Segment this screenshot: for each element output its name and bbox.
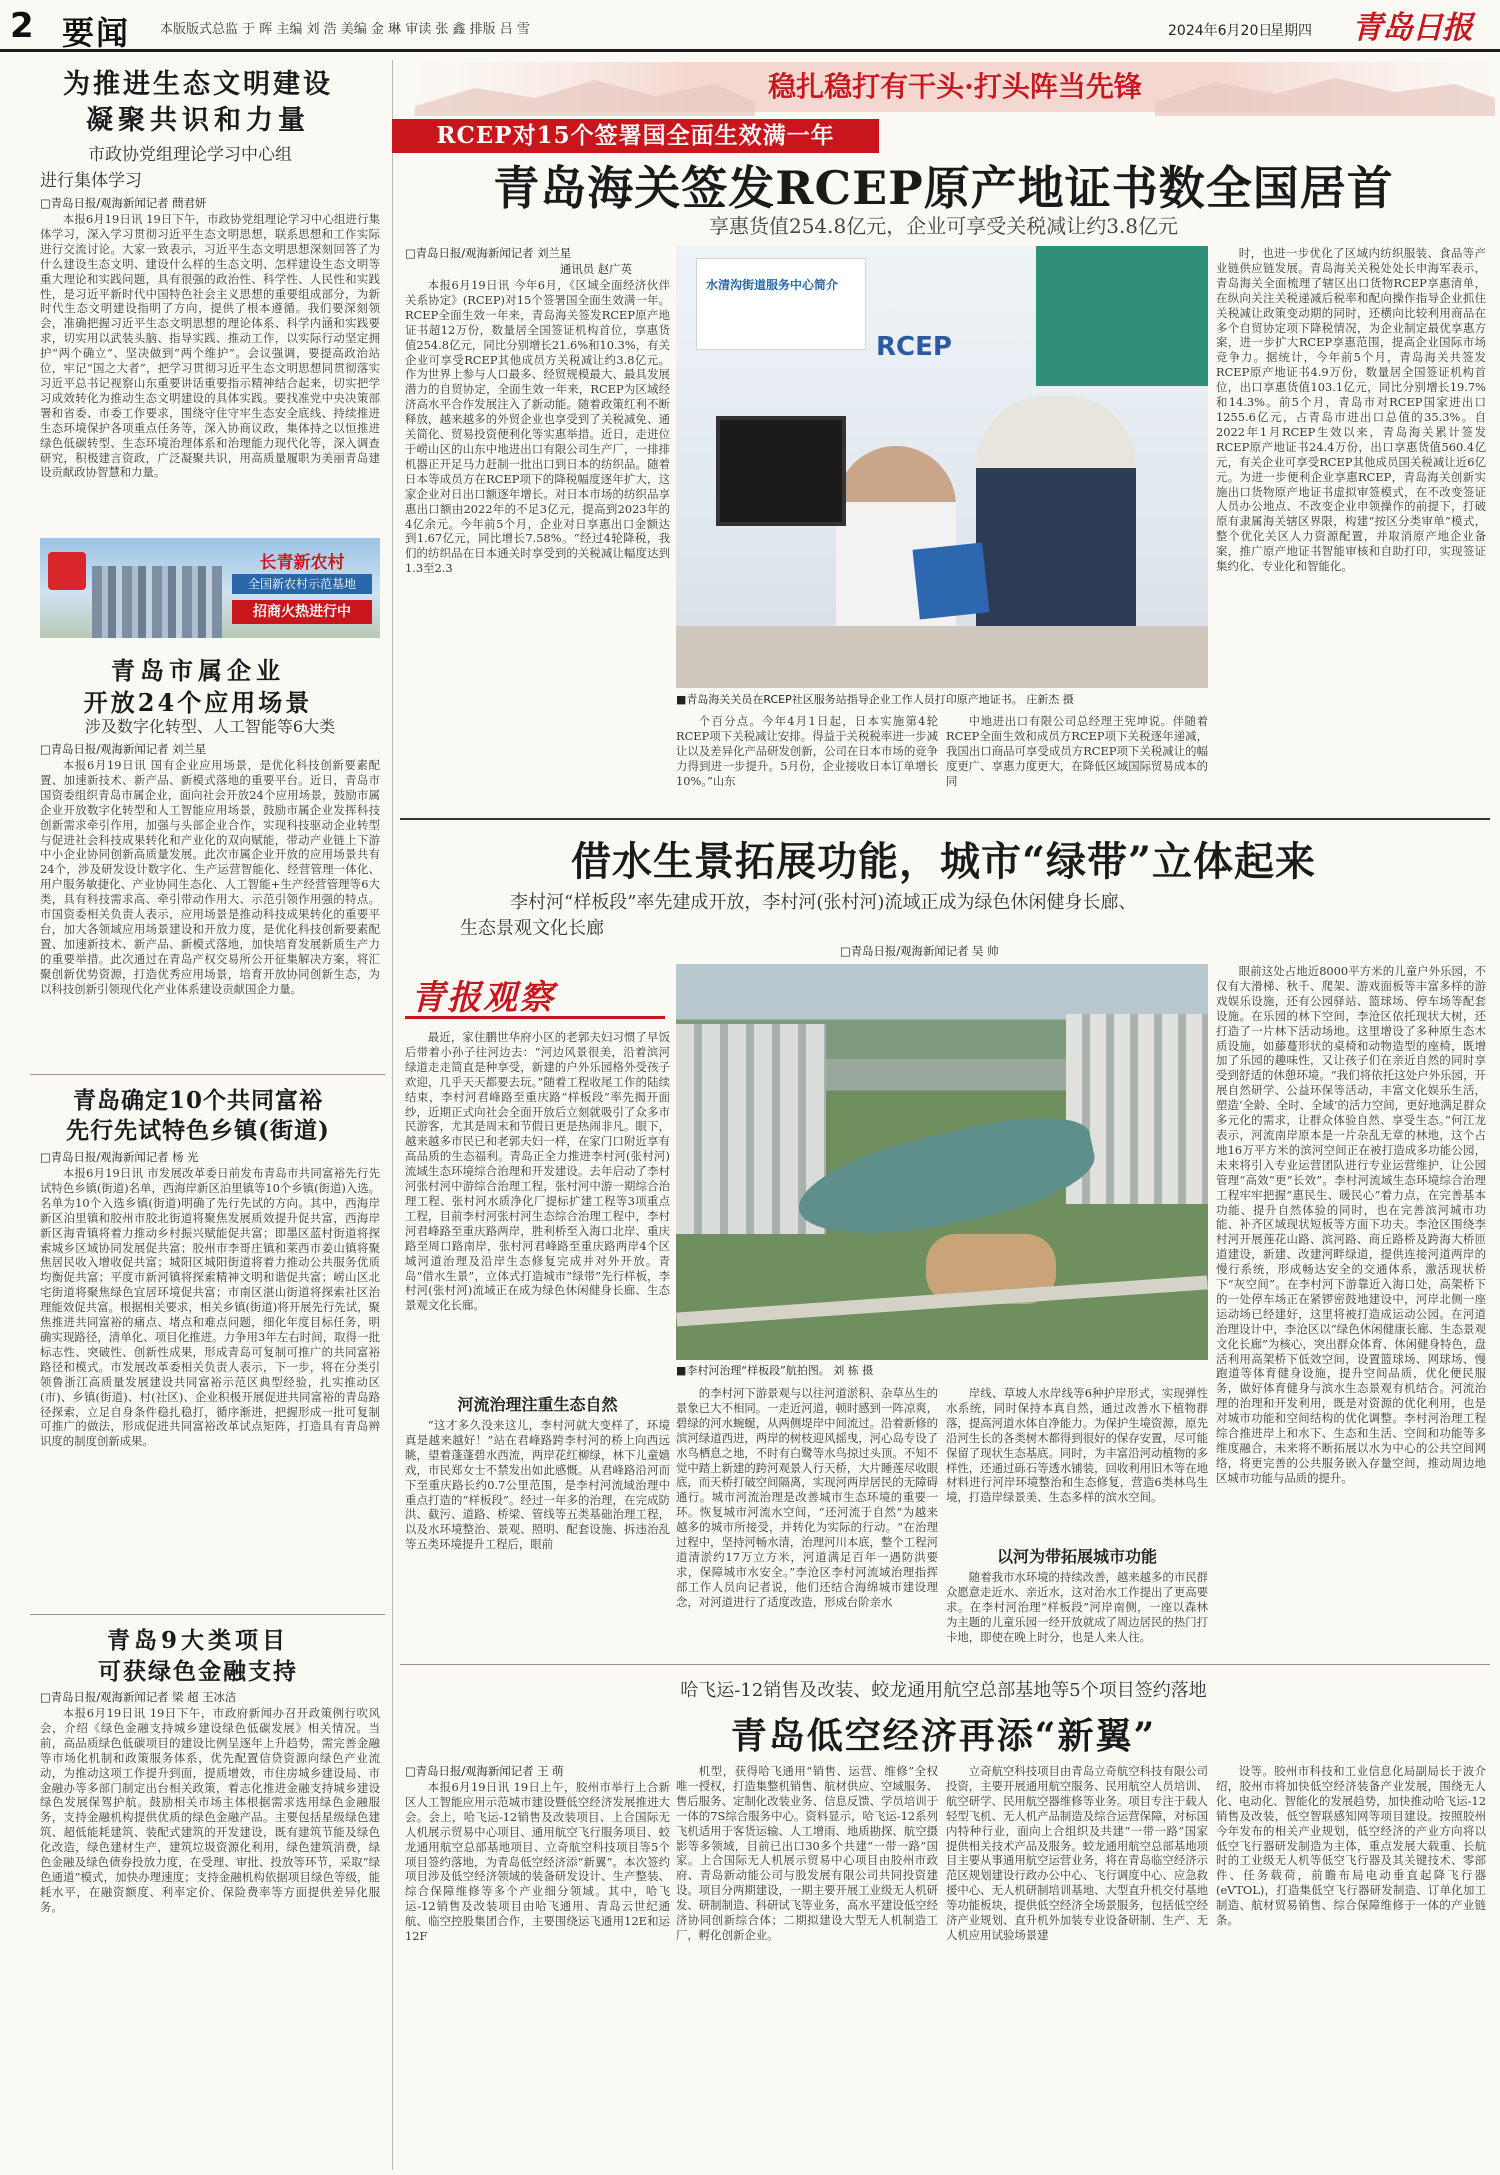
lead-headline: 青岛海关签发RCEP原产地证书数全国居首 bbox=[493, 161, 1394, 215]
editor-credits: 本版版式总监 于 晖 主编 刘 浩 美编 金 琳 审读 张 鑫 排版 吕 雪 bbox=[160, 22, 530, 37]
section-heading: 河流治理注重生态自然 bbox=[457, 1395, 618, 1414]
desk bbox=[676, 626, 1208, 688]
article-title: 开放24个应用场景 bbox=[83, 688, 313, 717]
article-body: 本报6月19日讯 国有企业应用场景，是优化科技创新要素配置、加速新技术、新产品、新模式落地的重要平台。近日，青岛市国资委组织青岛市属企业，面向社会开放24个应用场景，鼓励市属企业开放数字化转型和人工智能应用场景，鼓励市属企业发挥科技创新需求牵引作用，加强与头部企业合作，实现科技驱动企业转型与促进社会科技成果转化和产业化的双向赋能，带动产业链上下游中小企业协同创新高质量发展。此次市属企业开放的应用场景共有24个，涉及研发设计数字化、生产运营智能化、经营管理一体化、用户服务敏捷化、产业协同生态化、人工智能+生产经营管理等6大类，具有科技需求高、牵引带动作用大、示范引领作用强的特点。市国资委相关负责人表示，应用场景是推动科技成果转化的重要平台，加大各领域应用场景建设和开放力度，是优化科技创新要素配置、加速新技术、新产品、新模式落地，加快培育发展新质生产力的重要举措。此次通过在青岛产权交易所公开征集解决方案，将汇聚创新优势资源，打造优秀应用场景，培育开放协同创新生态，为以科技创新引领现代化产业体系建设贡献国企力量。 bbox=[40, 758, 380, 996]
article-subtitle: 进行集体学习 bbox=[40, 171, 142, 191]
article-body: 本报6月19日讯 今年6月，《区域全面经济伙伴关系协定》(RCEP)对15个签署国全面生效满一年。RCEP全面生效一年来，青岛海关签发RCEP原产地证书超12万份，数量居全国签证机构首位，享惠货值254.8亿元，同比分别增长21.6%和10.3%，有关企业可享受RCEP其他成员方关税减让约3.8亿元。作为世界上参与人口最多、经贸规模最大、最具发展潜力的自贸协定，全面生效一年来，RCEP为区域经济高水平合作发展注入了新动能。随着政策红利不断释放，越来越多的外贸企业也享受到了关税减免、通关简化、贸易投资便利化等实惠举措。近日，走进位于崂山区的山东中地进出口有限公司生产厂，一排排机器正开足马力赶制一批出口到日本的纺织品。随着日本等成员方在RCEP项下的降税幅度逐年扩大，这家企业对日出口额逐年增长。对日本市场的纺织品享惠出口额由2022年的不足3亿元，提高到2023年的4亿余元。今年前5个月，企业对日享惠出口金额达到1.67亿元，同比增长7.58%。“经过4轮降税，我们的纺织品在日本通关时享受到的关税减让幅度达到1.3至2.3 bbox=[405, 278, 670, 576]
article-body: 机型，获得哈飞通用“销售、运营、维修”全权唯一授权，打造集整机销售、航材供应、空域服务、售后服务、定制化改装业务、信息反馈、学员培训于一体的7S综合服务中心。资料显示，哈飞运-12系列飞机适用于客货运输、人工增雨、地质勘探、航空摄影等多领域，目前已出口30多个共建“一带一路”国家。上合国际无人机展示贸易中心项目由胶州市政府、青岛新动能公司与股发展有限公司共同投资建设。项目分两期建设，一期主要开展工业级无人机研发、研制制造、科研试飞等业务，高水平建设低空经济协同创新综合体；二期拟建设大型无人机制造工厂，孵化创新企业。 bbox=[676, 1764, 938, 1942]
lead-subtitle: 享惠货值254.8亿元，企业可享受关税减让约3.8亿元 bbox=[708, 214, 1179, 238]
article-title: 为推进生态文明建设 bbox=[63, 69, 333, 100]
article-body: 最近，家住鹏世华府小区的老郭夫妇习惯了早饭后带着小孙子往河边去：“河边风景很美，沿着滨河绿道走走简直是种享受，新建的户外乐园格外受孩子欢迎，几乎天天都要去玩。”随着工程收尾工作的陆续结束，李村河君峰路至重庆路“样板段”率先揭开面纱，近期正式向社会全面开放后立刻就吸引了众多市民游客，尤其是周末和节假日更是热闹非凡。眼下，越来越多市民已和老郭夫妇一样，在家门口附近享有高品质的生态福利。青岛正全力推进李村河(张村河)流域生态环境综合治理和开发建设。去年启动了李村河张村河中游综合治理工程，张村河中游一期综合治理工程、张村河水质净化厂提标扩建工程等3项重点工程，目前李村河张村河生态综合治理工程中，李村河君峰路至重庆路两岸，胜利桥至入海口北岸、重庆路至周口路南岸，张村河君峰路至重庆路两岸4个区域河道治理及沿岸生态修复完成并对外开放。青岛“借水生景”，立体式打造城市“绿带”先行样板，李村河(张村河)流域正在成为绿色休闲健身长廊、生态景观文化长廊。 bbox=[405, 1030, 670, 1313]
ad-skyline-image bbox=[92, 566, 222, 638]
ad-line: 全国新农村示范基地 bbox=[232, 574, 372, 594]
photo-caption: ■李村河治理“样板段”航拍图。 刘 栋 摄 bbox=[676, 1364, 874, 1377]
wall-sign: 水清沟街道服务中心简介 bbox=[706, 278, 839, 292]
article-body: 眼前这处占地近8000平方米的儿童户外乐园，不仅有大滑梯、秋千、爬架、游戏面板等丰富多样的游戏娱乐设施，还有公园驿站、篮球场、停车场等配套设施。在乐园的林下空间，李沧区依托现状大树，还打造了一片林下活动场地。这里增设了多种原生态木质设施，如藤蔓形状的桌椅和动物造型的座椅，既增加了乐园的趣味性，又让孩子们在亲近自然的同时享受到舒适的休憩环境。“我们将依托这处户外乐园，开展自然研学、公益环保等活动，丰富文化娱乐生活，塑造‘全龄、全时、全域’的活力空间，更好地满足群众多元化的需求，让群众体验自然、享受生态。”何江龙表示，河流南岸原本是一片杂乱无章的林地，这个占地16万平方米的滨河空间正在被打造成多功能公园，未来将引入专业运营团队进行专业运营维护，让公园管理“高效”更“长效”。李村河流域生态环境综合治理工程牢牢把握“惠民生、暖民心”着力点，在完善基本功能、提升自然体验的同时，也在完善滨河城市功能、补齐区域现状短板等方面下功夫。李沧区围绕李村河开展莲花山路、滨河路、商丘路桥及跨海大桥匝道建设，新建、改建河畔绿道，提供连接河道两岸的慢行系统，形成畅达安全的交通体系，激活现状桥下“灰空间”。在李村河下游靠近入海口处，高架桥下的一处停车场正在紧锣密鼓地建设中，河岸北侧一座运动场已经建好，这里将被打造成运动公园。在河道治理设计中，李沧区以“绿色休闲健康长廊、生态景观文化长廊”为核心，突出群众体育、休闲健身特色，盘活利用高架桥下低效空间，设置篮球场、网球场、慢跑道等体育健身设施，提升空间品质，优化便民服务，做好体育健身与滨水生态景观有机结合。河流治理的治理和开发利用，既是对资源的优化利用，也是对城市功能和空间结构的优化调整。李村河治理工程综合推进岸上和水下、生态和生活、空间和功能等多维度融合，未来将不断拓展以水为中心的公共空间网络，将更完善的公共服务嵌入存量空间，推动周边地区城市功能与品质的提升。 bbox=[1216, 964, 1486, 1485]
article-title: 先行先试特色乡镇(街道) bbox=[66, 1117, 330, 1144]
aerial-photo bbox=[676, 964, 1208, 1360]
byline: 通讯员 赵广英 bbox=[560, 262, 632, 276]
byline: □青岛日报/观海新闻记者 刘兰星 bbox=[405, 246, 572, 260]
article-body: 时，也进一步优化了区域内纺织服装、食品等产业链供应链发展。青岛海关关税处处长申海军表示，青岛海关全面梳理了辖区出口货物RCEP享惠清单，在纵向关注关税递减后税率和配向操作指导企业抓住关税减让政策变动期的同时，还横向比较利用商品在多个自贸协定项下降税情况，为企业制定最优享惠方案，进一步扩大RCEP享惠范围，提高企业国际市场竞争力。据统计，今年前5个月，青岛海关共签发RCEP原产地证书4.9万份，数量居全国签证机构首位，出口享惠货值103.1亿元，同比分别增长19.7%和14.3%。前5个月，青岛市对RCEP国家进出口1255.6亿元，占青岛市进出口总值的35.3%。自2022年1月RCEP生效以来，青岛海关累计签发RCEP原产地证书24.4万份，出口享惠货值560.4亿元，有关企业可享受RCEP其他成员国关税减让近6亿元。为进一步便利企业享惠RCEP，青岛海关创新实施出口货物原产地证书虚拟审签模式，在不改变签证人员办公地点、不改变企业申领操作的前提下，打破原有隶属海关辖区界限，构建“按区分类审单”模式，整个优化关区人力资源配置，并取消原产地企业备案，推广原产地证书智能审核和自助打印，实现签证集约化、专业化和智能化。 bbox=[1216, 246, 1486, 574]
lead-photo bbox=[676, 246, 1208, 688]
article-body: 中地进出口有限公司总经理王宪坤说。伴随着RCEP全面生效和成员方RCEP项下关税逐年递减，我国出口商品可享受成员方RCEP项下关税减让的幅度更广、享惠力度更大，在降低区域国际贸易成本的同 bbox=[946, 714, 1208, 788]
article-body: 立奇航空科技项目由青岛立奇航空科技有限公司投资，主要开展通用航空服务、民用航空人员培训、航空研学、民用航空器维修等业务。项目专注于载人轻型飞机、无人机产品制造及综合运营保障，对标国内特种行业，面向上合组织及共建“一带一路”国家提供相关技术产品及服务。蛟龙通用航空总部基地项目主要从事通用航空运营业务，将在青岛临空经济示范区规划建设行政办公中心、飞行调度中心、应急救援中心、无人机研制培训基地、大型直升机交付基地等功能板块，提供低空经济全场景服务，包括低空经济产业规划、直升机外加装专业设备研制、生产、无人机应用试验场景建 bbox=[946, 1764, 1208, 1942]
campaign-banner bbox=[415, 58, 1495, 116]
article-body: 个百分点。今年4月1日起，日本实施第4轮RCEP项下关税减让安排。得益于关税税率进一步减让以及差异化产品研发创新，公司在日本市场的竞争力得到进一步提升。5月份，企业接收日本订单增长10%。”山东 bbox=[676, 714, 938, 788]
section-divider bbox=[400, 1664, 1490, 1665]
section-divider bbox=[30, 1614, 385, 1615]
article-title: 青岛9大类项目 bbox=[106, 1627, 289, 1654]
article-headline: 青岛低空经济再添“新翼” bbox=[730, 1715, 1157, 1757]
section-divider bbox=[400, 818, 1490, 820]
article-body: 随着我市水环境的持续改善，越来越多的市民群众愿意走近水、亲近水，这对治水工作提出了更高要求。在李村河治理“样板段”河岸南侧，一座以森林为主题的儿童乐园一经开放就成了周边居民的热门打卡地，即使在晚上时分，也是人来人往。 bbox=[946, 1570, 1208, 1644]
page-name: 要闻 bbox=[62, 14, 131, 52]
article-title: 凝聚共识和力量 bbox=[86, 105, 310, 136]
lead-kicker: RCEP对15个签署国全面生效满一年 bbox=[392, 119, 879, 153]
photo-caption: ■青岛海关关员在RCEP社区服务站指导企业工作人员打印原产地证书。 庄新杰 摄 bbox=[676, 693, 1074, 706]
article-title: 青岛市属企业 bbox=[111, 656, 285, 685]
article-body: 的李村河下游景观与以往河道淤积、杂草丛生的景象已大不相同。一走近河道，顿时感到一阵凉爽，碧绿的河水蜿蜒，从两侧堤岸中间流过。沿着新修的滨河绿道西进，两岸的树枝迎风摇曳，河心岛专设了水鸟栖息之地，不时有白鹭等水鸟掠过头顶。不知不觉中踏上新建的跨河观景人行天桥，大片睡莲尽收眼底，而天桥打破空间隔离，实现河两岸居民的无障碍通行。城市河流治理是改善城市生态环境的重要一环。恢复城市河流水空间，“还河流于自然”为越来越多的城市所接受，并转化为实际的行动。“在治理过程中，坚持河畅水清，治理河川本底，整个工程河道清淤约17万立方米，河道满足百年一遇防洪要求，保障城市水安全。”李沧区李村河流域治理指挥部工作人员向记者说，他们还结合海绵城市建设理念，对河道进行了适度改造，形成台阶亲水 bbox=[676, 1386, 938, 1609]
article-body: 本报6月19日讯 市发展改革委日前发布青岛市共同富裕先行先试特色乡镇(街道)名单，西海岸新区泊里镇等10个乡镇(街道)入选。名单为10个入选乡镇(街道)明确了先行先试的方向。其中，西海岸新区泊里镇和胶州市胶北街道将聚焦发展质效提升促共富，西海岸新区海青镇将着力推动乡村振兴赋能促共富；即墨区蓝村街道将探索城乡区域协同发展促共富；胶州市李哥庄镇和莱西市姜山镇将聚焦居民收入增收促共富；城阳区城阳街道将着力推动公共服务优质均衡促共富；平度市新河镇将探索精神文明和谐促共富；崂山区北宅街道将聚焦绿色宜居环境促共富；市南区湛山街道将探索社区治理能效促共富。根据相关要求，相关乡镇(街道)将开展先行先试，聚焦推进共同富裕的痛点、堵点和难点问题，细化年度目标任务，明确实现路径，清单化、项目化推进。力争用3年左右时间，取得一批标志性、突破性、创新性成果，形成青岛可复制可推广的共同富裕路径和模式。市发展改革委相关负责人表示，下一步，将在分类引领鲁浙江高质量发展建设共同富裕示范区典型经验，扎实推动区(市)、乡镇(街道)、村(社区)、企业积极开展促进共同富裕的青岛路径探索，立足自身条件稳扎稳打，循序渐进，把握形成一批可复制可推广的做法，形成促进共同富裕改革试点矩阵，打造具有青岛辨识度的制度创新成果。 bbox=[40, 1166, 380, 1449]
byline: □青岛日报/观海新闻记者 梁 超 王冰洁 bbox=[40, 1690, 237, 1704]
river bbox=[790, 1104, 1102, 1254]
column-divider bbox=[392, 60, 393, 2170]
byline: □青岛日报/观海新闻记者 王 萌 bbox=[405, 1764, 564, 1778]
masthead-logo: 青岛日报 bbox=[1352, 10, 1472, 46]
rcep-sign: RCEP bbox=[876, 332, 952, 362]
page-header bbox=[0, 0, 1500, 52]
buildings-right bbox=[1066, 1014, 1208, 1204]
section-heading: 以河为带拓展城市功能 bbox=[996, 1547, 1157, 1566]
article-subtitle: 市政协党组理论学习中心组 bbox=[88, 145, 292, 165]
article-subtitle: 涉及数字化转型、人工智能等6大类 bbox=[84, 717, 336, 736]
person-officer bbox=[976, 396, 1136, 636]
green-wall-panel bbox=[1036, 246, 1208, 386]
issue-weekday: 星期四 bbox=[1270, 23, 1312, 39]
article-body: 本报6月19日讯 19日上午，胶州市举行上合新区人工智能应用示范城市建设暨低空经济发展推进大会。会上，哈飞运-12销售及改装项目、上合国际无人机展示贸易中心项目、通用航空飞行服务项目、蛟龙通用航空总部基地项目、立奇航空科技项目等5个项目签约落地，为青岛低空经济添“新翼”。本次签约项目涉及低空经济领域的装备研发设计、生产整装、综合保障维修等多个产业细分领域。其中，哈飞运-12销售及改装项目由哈飞通用、青岛云世纪通航、临空控股集团合作，主要围绕运飞通用12E和运12F bbox=[405, 1780, 670, 1944]
monitor bbox=[716, 416, 846, 526]
article-subtitle: 生态景观文化长廊 bbox=[460, 918, 604, 939]
article-headline: 借水生景拓展功能，城市“绿带”立体起来 bbox=[570, 838, 1316, 885]
column-logo-text: 青报观察 bbox=[411, 978, 555, 1018]
column-logo bbox=[405, 964, 665, 1026]
article-subtitle: 哈飞运-12销售及改装、蛟龙通用航空总部基地等5个项目签约落地 bbox=[680, 1680, 1207, 1701]
ad-line: 长青新农村 bbox=[259, 553, 345, 573]
article-body: 岸线、草坡人水岸线等6种护岸形式，实现弹性水系统，同时保持本真自然，通过改善水下植物群落，提高河道水体自净能力。为保护生境资源，原先沿河生长的各类树木都得到很好的保存安置，尽可能保留了现状生态基底。同时，为丰富沿河动植物的多样性，还通过砾石等透水铺装，回收利用旧木等在地材料进行河岸环境整治和生态修复，营造6类林鸟生境，打造岸绿景美、生态多样的滨水空间。 bbox=[946, 1386, 1208, 1505]
article-title: 青岛确定10个共同富裕 bbox=[72, 1087, 323, 1114]
page-number: 2 bbox=[10, 6, 34, 46]
article-body: “这才多久没来这儿，李村河就大变样了，环境真是越来越好！”站在君峰路跨李村河的桥上向西远眺，望着蓬蓬碧水西流，两岸花红柳绿，林下儿童嬉戏，市民郑女士不禁发出如此感慨。从君峰路沿河而下至重庆路长约0.7公里范围，是李村河流域治理中重点打造的“样板段”。经过一年多的治理，在完成防洪、截污、道路、桥梁、管线等五类基础治理工程，以及水环境整治、景观、照明、配套设施、拆违治乱等五类环境提升工程后，眼前 bbox=[405, 1418, 670, 1552]
article-body: 设等。胶州市科技和工业信息化局副局长于波介绍，胶州市将加快低空经济装备产业发展，围绕无人化、电动化、智能化的发展趋势，加快推动哈飞运-12销售及改装，低空智联感知网等项目建设。按照胶州今年发布的相关产业规划，低空经济的产业方向将以低空飞行器研发制造为主体，重点发展大载重、长航时的工业级无人机等低空飞行器及其关键技术、零部件、任务载荷，前瞻布局电动垂直起降飞行器(eVTOL)，打造集低空飞行器研发制造、订单化加工制造、航材贸易销售、综合保障维修于一体的产业链条。 bbox=[1216, 1764, 1486, 1928]
advertisement bbox=[40, 538, 380, 638]
article-body: 本报6月19日讯 19日下午，市政协党组理论学习中心组进行集体学习，深入学习贯彻习近平生态文明思想，联系思想和工作实际进行交流讨论。大家一致表示，习近平生态文明思想深刻回答了为什么建设生态文明、建设什么样的生态文明、怎样建设生态文明等重大理论和实践问题，具有很强的政治性、科学性、人民性和实践性，是习近平新时代中国特色社会主义思想的重要组成部分，为新时代生态文明建设指明了方向，提供了根本遵循。我们要深刻领会，准确把握习近平生态文明思想的理论体系、科学内涵和实践要求，切实用以武装头脑、指导实践、推动工作，以实际行动坚定拥护“两个确立”、坚决做到“两个维护”。会议强调，要提高政治站位，牢记“国之大者”，把学习贯彻习近平生态文明思想同贯彻落实习近平总书记视察山东重要讲话重要指示精神结合起来，切实把学习成效转化为推动生态文明建设的具体实践。要找准党中央决策部署和省委、市委工作要求，围绕守住守牢生态安全底线、持续推进生态环境保护各项重点任务等，深入协商议政，集体持之以恒推进绿色低碳转型、生态环境治理体系和治理能力现代化等，深入调查研究，积极建言资政，广泛凝聚共识，用高质量履职为美丽青岛建设贡献政协智慧和力量。 bbox=[40, 212, 380, 480]
article-subtitle: 李村河“样板段”率先建成开放，李村河(张村河)流域正成为绿色休闲健身长廊、 bbox=[510, 892, 1137, 913]
byline: □青岛日报/观海新闻记者 杨 光 bbox=[40, 1150, 199, 1164]
banner-text: 稳扎稳打有干头·打头阵当先锋 bbox=[768, 70, 1142, 103]
ad-line: 招商火热进行中 bbox=[232, 600, 372, 624]
ad-logo-icon bbox=[48, 552, 86, 590]
byline: □青岛日报/观海新闻记者 刘兰星 bbox=[40, 742, 207, 756]
byline: □青岛日报/观海新闻记者 蔄君妍 bbox=[40, 196, 207, 210]
article-body: 本报6月19日讯 19日下午，市政府新闻办召开政策例行吹风会，介绍《绿色金融支持城乡建设绿色低碳发展》相关情况。当前，高品质绿色低碳项目的建设比例呈逐年上升趋势，需完善金融等市场化机制和政策服务体系，优先配置信贷资源向绿色产业流动，为推动这项工作提升到面，提质增效，市住房城乡建设局、市金融办等多部门制定出台相关政策，着志化推进金融支持城乡建设绿色发展保驾护航。鼓励相关市场主体根据需求选用绿色金融服务，支持金融机构提供优质的绿色金融产品。主要包括星级绿色建筑、超低能耗建筑、装配式建筑的开发建设，既有建筑节能及绿色化改造，绿色建材生产，建筑垃圾资源化利用，绿色建筑消费，绿色金融及绿色债券投放力度，在受理、审批、投放等环节，采取“绿色通道”模式，加快办理速度；支持金融机构依据项目绿色等级，能耗水平，在融资额度、利率定价、保险费率等方面提供差异化服务。 bbox=[40, 1706, 380, 1914]
blue-brochure bbox=[913, 543, 990, 620]
wall-panel bbox=[696, 258, 866, 350]
byline: □青岛日报/观海新闻记者 吴 帅 bbox=[840, 944, 999, 958]
issue-date: 2024年6月20日 bbox=[1168, 23, 1273, 39]
section-divider bbox=[30, 1074, 385, 1075]
article-title: 可获绿色金融支持 bbox=[98, 1658, 298, 1685]
